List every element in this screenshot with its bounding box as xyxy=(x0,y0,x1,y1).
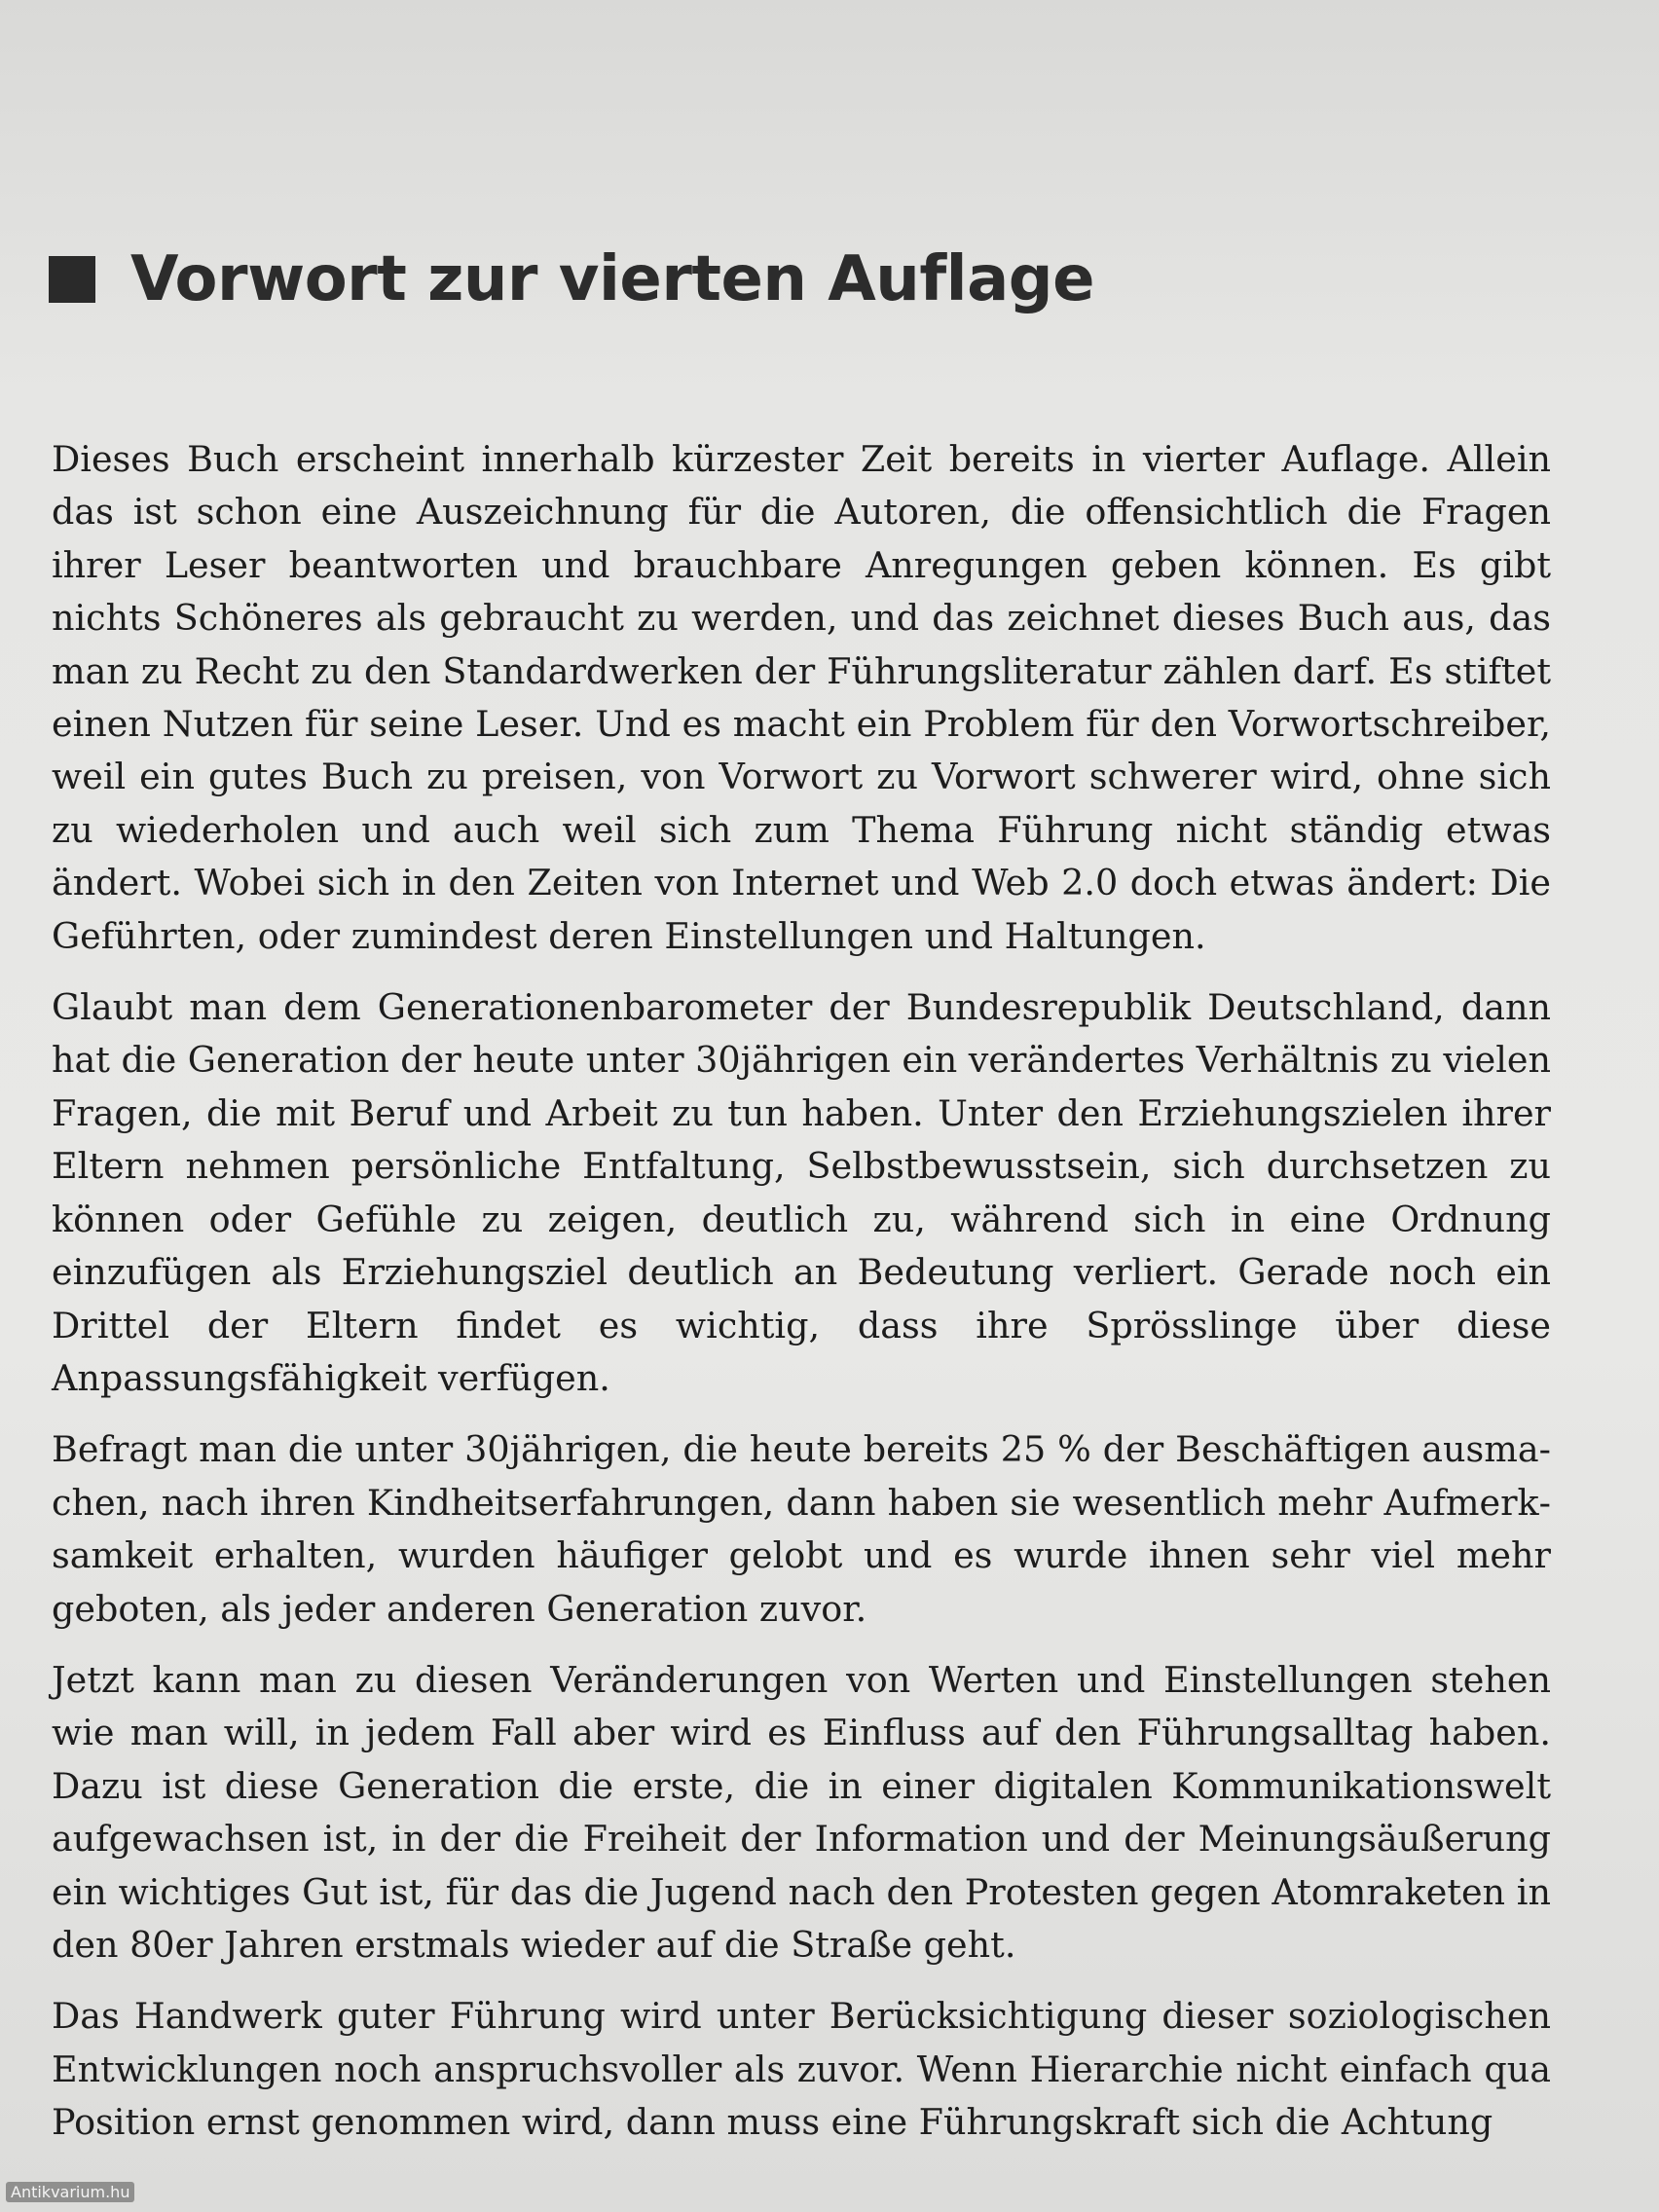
paragraph-3: Befragt man die unter 30jährigen, die heute bereits 25 % der Beschäftigen ausmachen, nach ihren Kindheitserfahrungen, dann haben sie wesentlich mehr Aufmerksamkeit erhalten, wurden häufiger gelobt und es wurde ihnen sehr viel mehr geboten, als jeder anderen Generation zuvor. xyxy=(52,1428,1551,1630)
paragraph-5: Das Handwerk guter Führung wird unter Berücksichtigung dieser soziologischen Entwicklungen noch anspruchsvoller als zuvor. Wenn Hierarchie nicht einfach qua Position ernst genommen wird, dann muss eine Führungskraft sich die Achtung xyxy=(52,1995,1551,2144)
chapter-heading xyxy=(49,243,1094,315)
chapter-title: Vorwort zur vierten Auflage xyxy=(130,243,1094,315)
watermark: Antikvarium.hu xyxy=(6,2182,134,2202)
paragraph-4: Jetzt kann man zu diesen Veränderungen von Werten und Einstellungen stehen wie man will, in jedem Fall aber wird es Einfluss auf den Führungsalltag haben. Dazu ist diese Generation die erste, die in einer digitalen Kommunikationswelt aufgewachsen ist, in der die Freiheit der Information und der Meinungsäußerung ein wichtiges Gut ist, für das die Jugend nach den Protesten gegen Atomraketen in den 80er Jahren erstmals wieder auf die Straße geht. xyxy=(52,1658,1551,1966)
heading-square-marker xyxy=(49,256,95,303)
paragraph-2: Glaubt man dem Generationenbarometer der Bundesrepublik Deutschland, dann hat die Generation der heute unter 30jährigen ein verändertes Verhältnis zu vielen Fragen, die mit Beruf und Arbeit zu tun haben. Unter den Erziehungszielen ihrer Eltern nehmen persönliche Entfaltung, Selbstbewusstsein, sich durchsetzen zu können oder Gefühle zu zeigen, deutlich zu, während sich in eine Ordnung einzufügen als Erziehungsziel deutlich an Bedeutung verliert. Gerade noch ein Drittel der Eltern findet es wichtig, dass ihre Sprösslinge über diese Anpassungsfähigkeit verfügen. xyxy=(52,986,1551,1399)
paragraph-1: Dieses Buch erscheint innerhalb kürzester Zeit bereits in vierter Auflage. Allein das ist schon eine Auszeichnung für die Autoren, die offensichtlich die Fragen ihrer Leser beantworten und brauchbare Anregungen geben können. Es gibt nichts Schöneres als gebraucht zu werden, und das zeichnet dieses Buch aus, das man zu Recht zu den Standardwerken der Führungsliteratur zählen darf. Es stiftet einen Nutzen für seine Leser. Und es macht ein Problem für den Vorwortschreiber, weil ein gutes Buch zu preisen, von Vorwort zu Vorwort schwerer wird, ohne sich zu wiederholen und auch weil sich zum Thema Führung nicht ständig etwas ändert. Wobei sich in den Zeiten von Internet und Web 2.0 doch etwas ändert: Die Geführten, oder zumindest deren Einstellungen und Haltungen. xyxy=(52,438,1551,957)
show-through-text xyxy=(1344,0,1597,506)
body-text xyxy=(52,433,1551,2150)
